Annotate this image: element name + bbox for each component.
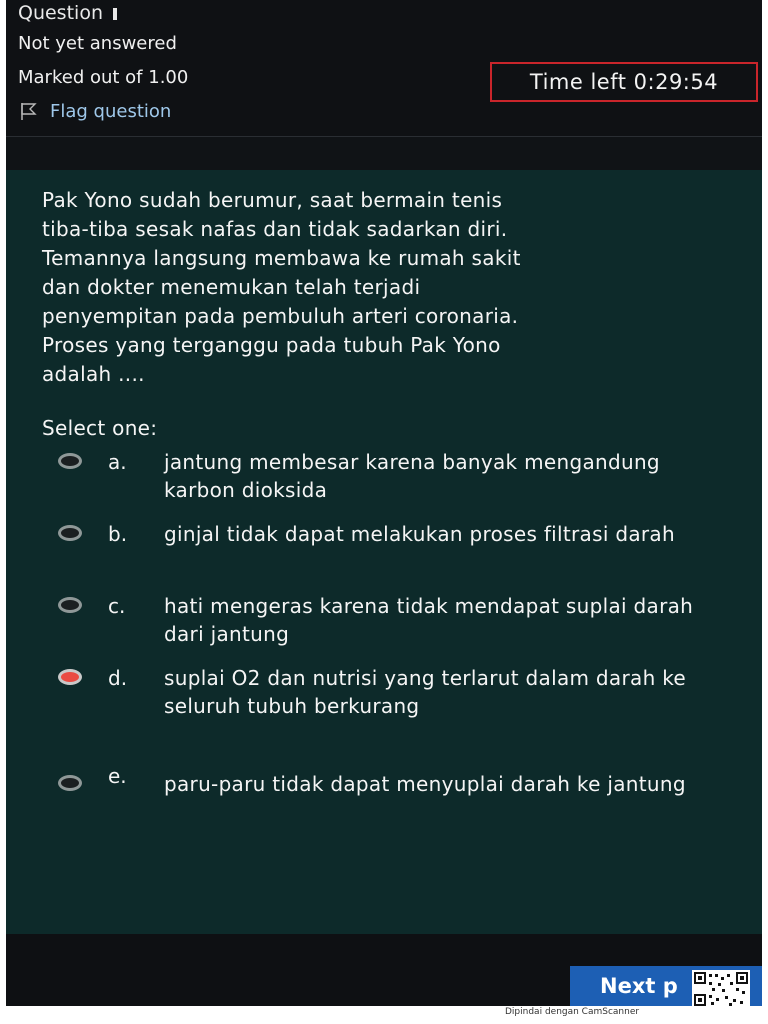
- option-text: ginjal tidak dapat melakukan proses filtrasi darah: [164, 522, 675, 546]
- option-letter: e.: [108, 764, 127, 788]
- option-text: suplai O2 dan nutrisi yang terlarut dalam darah ke seluruh tubuh berkurang: [164, 666, 686, 718]
- flag-question-link[interactable]: [18, 100, 171, 122]
- option-text: jantung membesar karena banyak mengandung karbon dioksida: [164, 450, 660, 502]
- question-number-fragment: [113, 8, 117, 20]
- option-text: paru-paru tidak dapat menyuplai darah ke jantung: [164, 772, 686, 796]
- quiz-screen: [6, 0, 762, 1006]
- radio-button-a[interactable]: [58, 453, 82, 469]
- question-info-panel: [6, 0, 762, 136]
- option-text: hati mengeras karena tidak mendapat suplai darah dari jantung: [164, 594, 694, 646]
- flag-question-label: Flag question: [50, 100, 172, 122]
- radio-button-c[interactable]: [58, 597, 82, 613]
- option-letter: b.: [108, 522, 128, 546]
- marked-out-of: Marked out of 1.00: [18, 67, 189, 88]
- question-label: Question: [18, 2, 103, 24]
- time-left-timer: Time left 0:29:54: [490, 62, 758, 102]
- radio-button-d-selected[interactable]: [58, 669, 82, 685]
- qr-code-icon: [692, 970, 750, 1006]
- camscanner-watermark: Dipindai dengan CamScanner: [505, 1007, 640, 1017]
- answer-status: Not yet answered: [18, 33, 177, 54]
- select-one-label: Select one:: [42, 416, 158, 440]
- header-divider: [6, 136, 762, 137]
- next-page-button[interactable]: Next p: [570, 966, 762, 1006]
- flag-icon: [18, 100, 40, 122]
- option-letter: a.: [108, 450, 127, 474]
- radio-button-e[interactable]: [58, 775, 82, 791]
- option-letter: c.: [108, 594, 126, 618]
- question-text: Pak Yono sudah berumur, saat bermain tenis tiba-tiba sesak nafas dan tidak sadarkan diri. Temannya langsung membawa ke rumah sakit dan dokter menemukan telah terjadi penyempitan pada pembuluh arteri coronaria. Proses yang terganggu pada tubuh Pak Yono adalah ....: [42, 188, 521, 386]
- radio-button-b[interactable]: [58, 525, 82, 541]
- question-panel: [6, 170, 762, 934]
- question-title: [18, 0, 117, 26]
- option-letter: d.: [108, 666, 128, 690]
